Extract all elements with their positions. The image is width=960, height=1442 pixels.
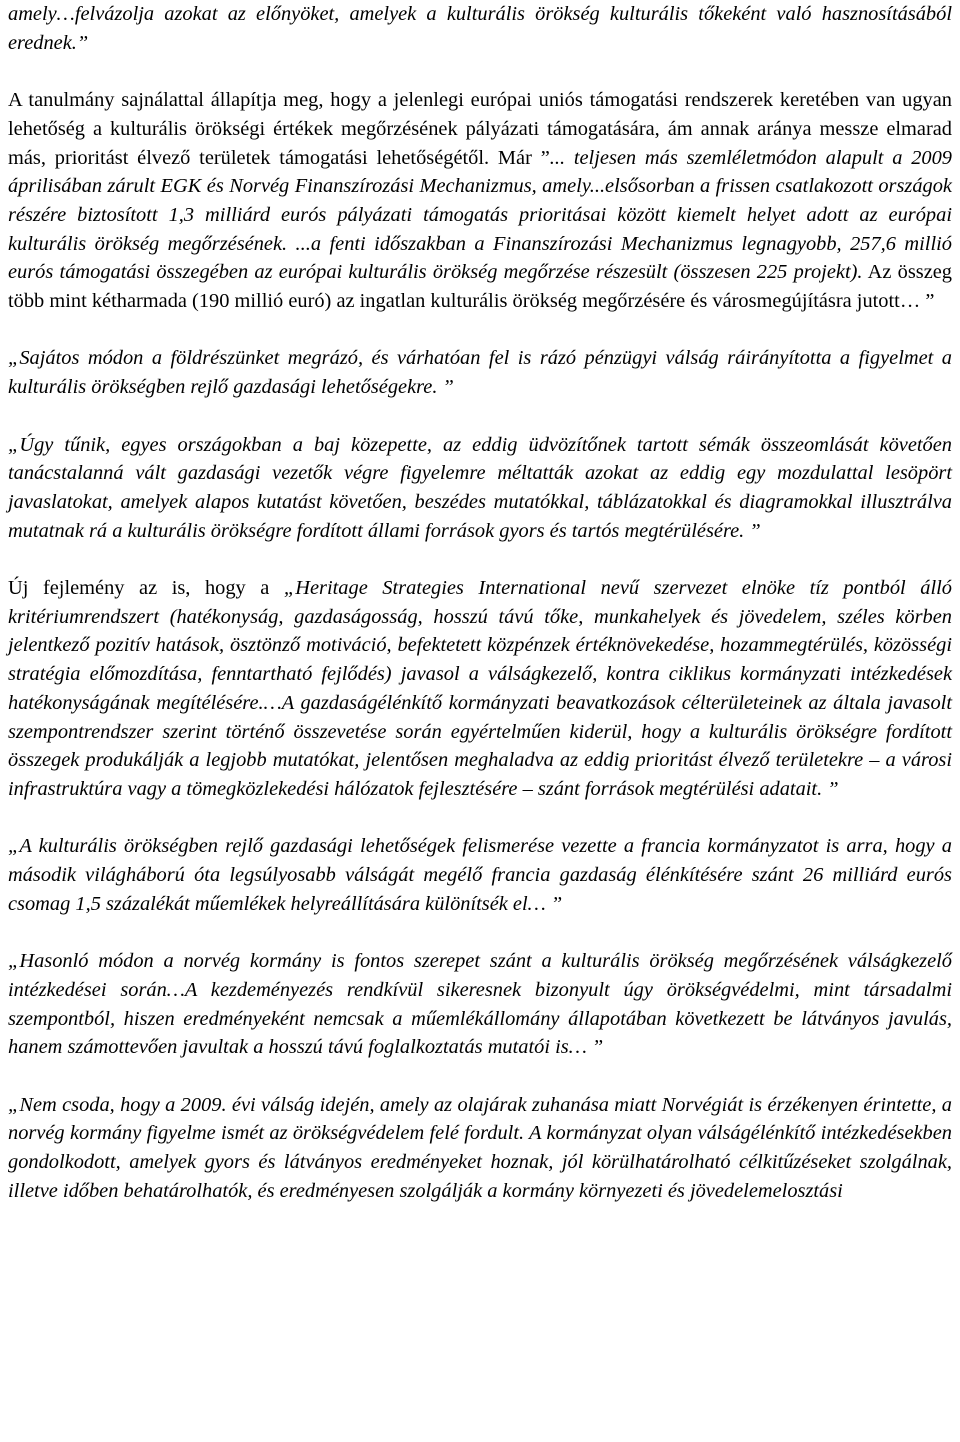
paragraph-7 — [8, 947, 952, 1062]
paragraph-7-italic: „Hasonló módon a norvég kormány is fontos szerepet szánt a kulturális örökség megőrzésének válságkezelő intézkedései során…A kezdeményezés rendkívül sikeresnek bizonyult úgy örökségvédelmi, mint társadalmi szempontból, hiszen eredményeként nemcsak a műemlékállomány állapotában következett be látványos javulás, hanem számottevően javultak a hosszú távú foglalkoztatás mutatói is… ” — [8, 950, 952, 1059]
paragraph-4 — [8, 431, 952, 546]
paragraph-5 — [8, 574, 952, 804]
paragraph-5-italic: „Heritage Strategies International nevű szervezet elnöke tíz pontból álló kritériumrendszert (hatékonyság, gazdaságosság, hosszú távú tőke, munkahelyek és jövedelem, széles körben jelentkező pozitív hatások, ösztönző motiváció, befektetett közpénzek értéknövekedése, hozammegtérülés, közösségi stratégia előmozdítása, fenntartható fejlődés) javasol a válságkezelő, kontra ciklikus kormányzati intézkedések hatékonyságának megítélésére.…A gazdaságélénkítő kormányzati beavatkozások célterületeinek az általa javasolt szempontrendszer szerint történő összevetése során egyértelműen kiderül, hogy a kulturális örökségre fordított összegek produkálják a legjobb mutatókat, jelentősen meghaladva az eddig prioritást élvező területekre – a városi infrastruktúra vagy a tömegközlekedési hálózatok fejlesztésére – szánt források megtérülési adatait. ” — [8, 577, 952, 800]
paragraph-1-italic: amely…felvázolja azokat az előnyöket, amelyek a kulturális örökség kulturális tőkeként való hasznosításából erednek.” — [8, 3, 952, 54]
paragraph-6 — [8, 832, 952, 918]
paragraph-4-italic: „Úgy tűnik, egyes országokban a baj közepette, az eddig üdvözítőnek tartott sémák összeomlását követően tanácstalanná vált gazdasági vezetők végre figyelemre méltatták azokat az eddig egy mozdulattal lesöpört javaslatokat, amelyek alapos kutatást követően, beszédes mutatókkal, táblázatokkal és diagramokkal illusztrálva mutatnak rá a kulturális örökségre fordított állami források gyors és tartós megtérülésére. ” — [8, 433, 952, 542]
paragraph-2 — [8, 86, 952, 316]
paragraph-2-italic: ... teljesen más szemléletmódon alapult a 2009 áprilisában zárult EGK és Norvég Finanszírozási Mechanizmus, amely...elsősorban a frissen csatlakozott országok részére biztosított 1,3 milliárd eurós pályázati támogatás prioritásai között kiemelt helyet adott az európai kulturális örökség megőrzésének. ...a fenti időszakban a Finanszírozási Mechanizmus legnagyobb, 257,6 millió eurós támogatási összegében az európai kulturális örökség megőrzése részesült (összesen 225 projekt). — [8, 146, 952, 284]
paragraph-3 — [8, 344, 952, 401]
paragraph-3-italic: „Sajátos módon a földrészünket megrázó, és várhatóan fel is rázó pénzügyi válság ráirányította a figyelmet a kulturális örökségben rejlő gazdasági lehetőségekre. ” — [8, 347, 952, 399]
paragraph-1 — [8, 0, 952, 57]
paragraph-2-text-a: A tanulmány sajnálattal állapítja meg, hogy a jelenlegi európai uniós támogatási rendszerek keretében van ugyan lehetőség a kulturális örökségi értékek megőrzésének pályázati támogatására, ám annak aránya messze elmarad más, prioritást élvező területek támogatási lehetőségétől. Már ” — [8, 89, 952, 169]
paragraph-6-italic: „A kulturális örökségben rejlő gazdasági lehetőségek felismerése vezette a francia kormányzatot is arra, hogy a második világháború óta legsúlyosabb válságát megélő francia gazdaság élénkítésére szánt 26 milliárd eurós csomag 1,5 százalékát műemlékek helyreállítására különítsék el… ” — [8, 835, 952, 915]
paragraph-5-text-a: Új fejlemény az is, hogy a — [8, 577, 284, 599]
paragraph-2-text-c: Az összeg több mint kétharmada (190 millió euró) az ingatlan kulturális örökség megőrzésére és városmegújításra jutott… ” — [8, 261, 952, 313]
paragraph-8 — [8, 1091, 952, 1206]
paragraph-8-italic: „Nem csoda, hogy a 2009. évi válság idején, amely az olajárak zuhanása miatt Norvégiát is érzékenyen érintette, a norvég kormány figyelme ismét az örökségvédelem felé fordult. A kormányzat olyan válságélénkítő intézkedésekben gondolkodott, amelyek gyors és látványos eredményeket hoznak, jól körülhatárolható célkitűzéseket szolgálnak, illetve időben behatárolhatók, és eredményesen szolgálják a kormány környezeti és jövedelemelosztási — [8, 1093, 952, 1202]
